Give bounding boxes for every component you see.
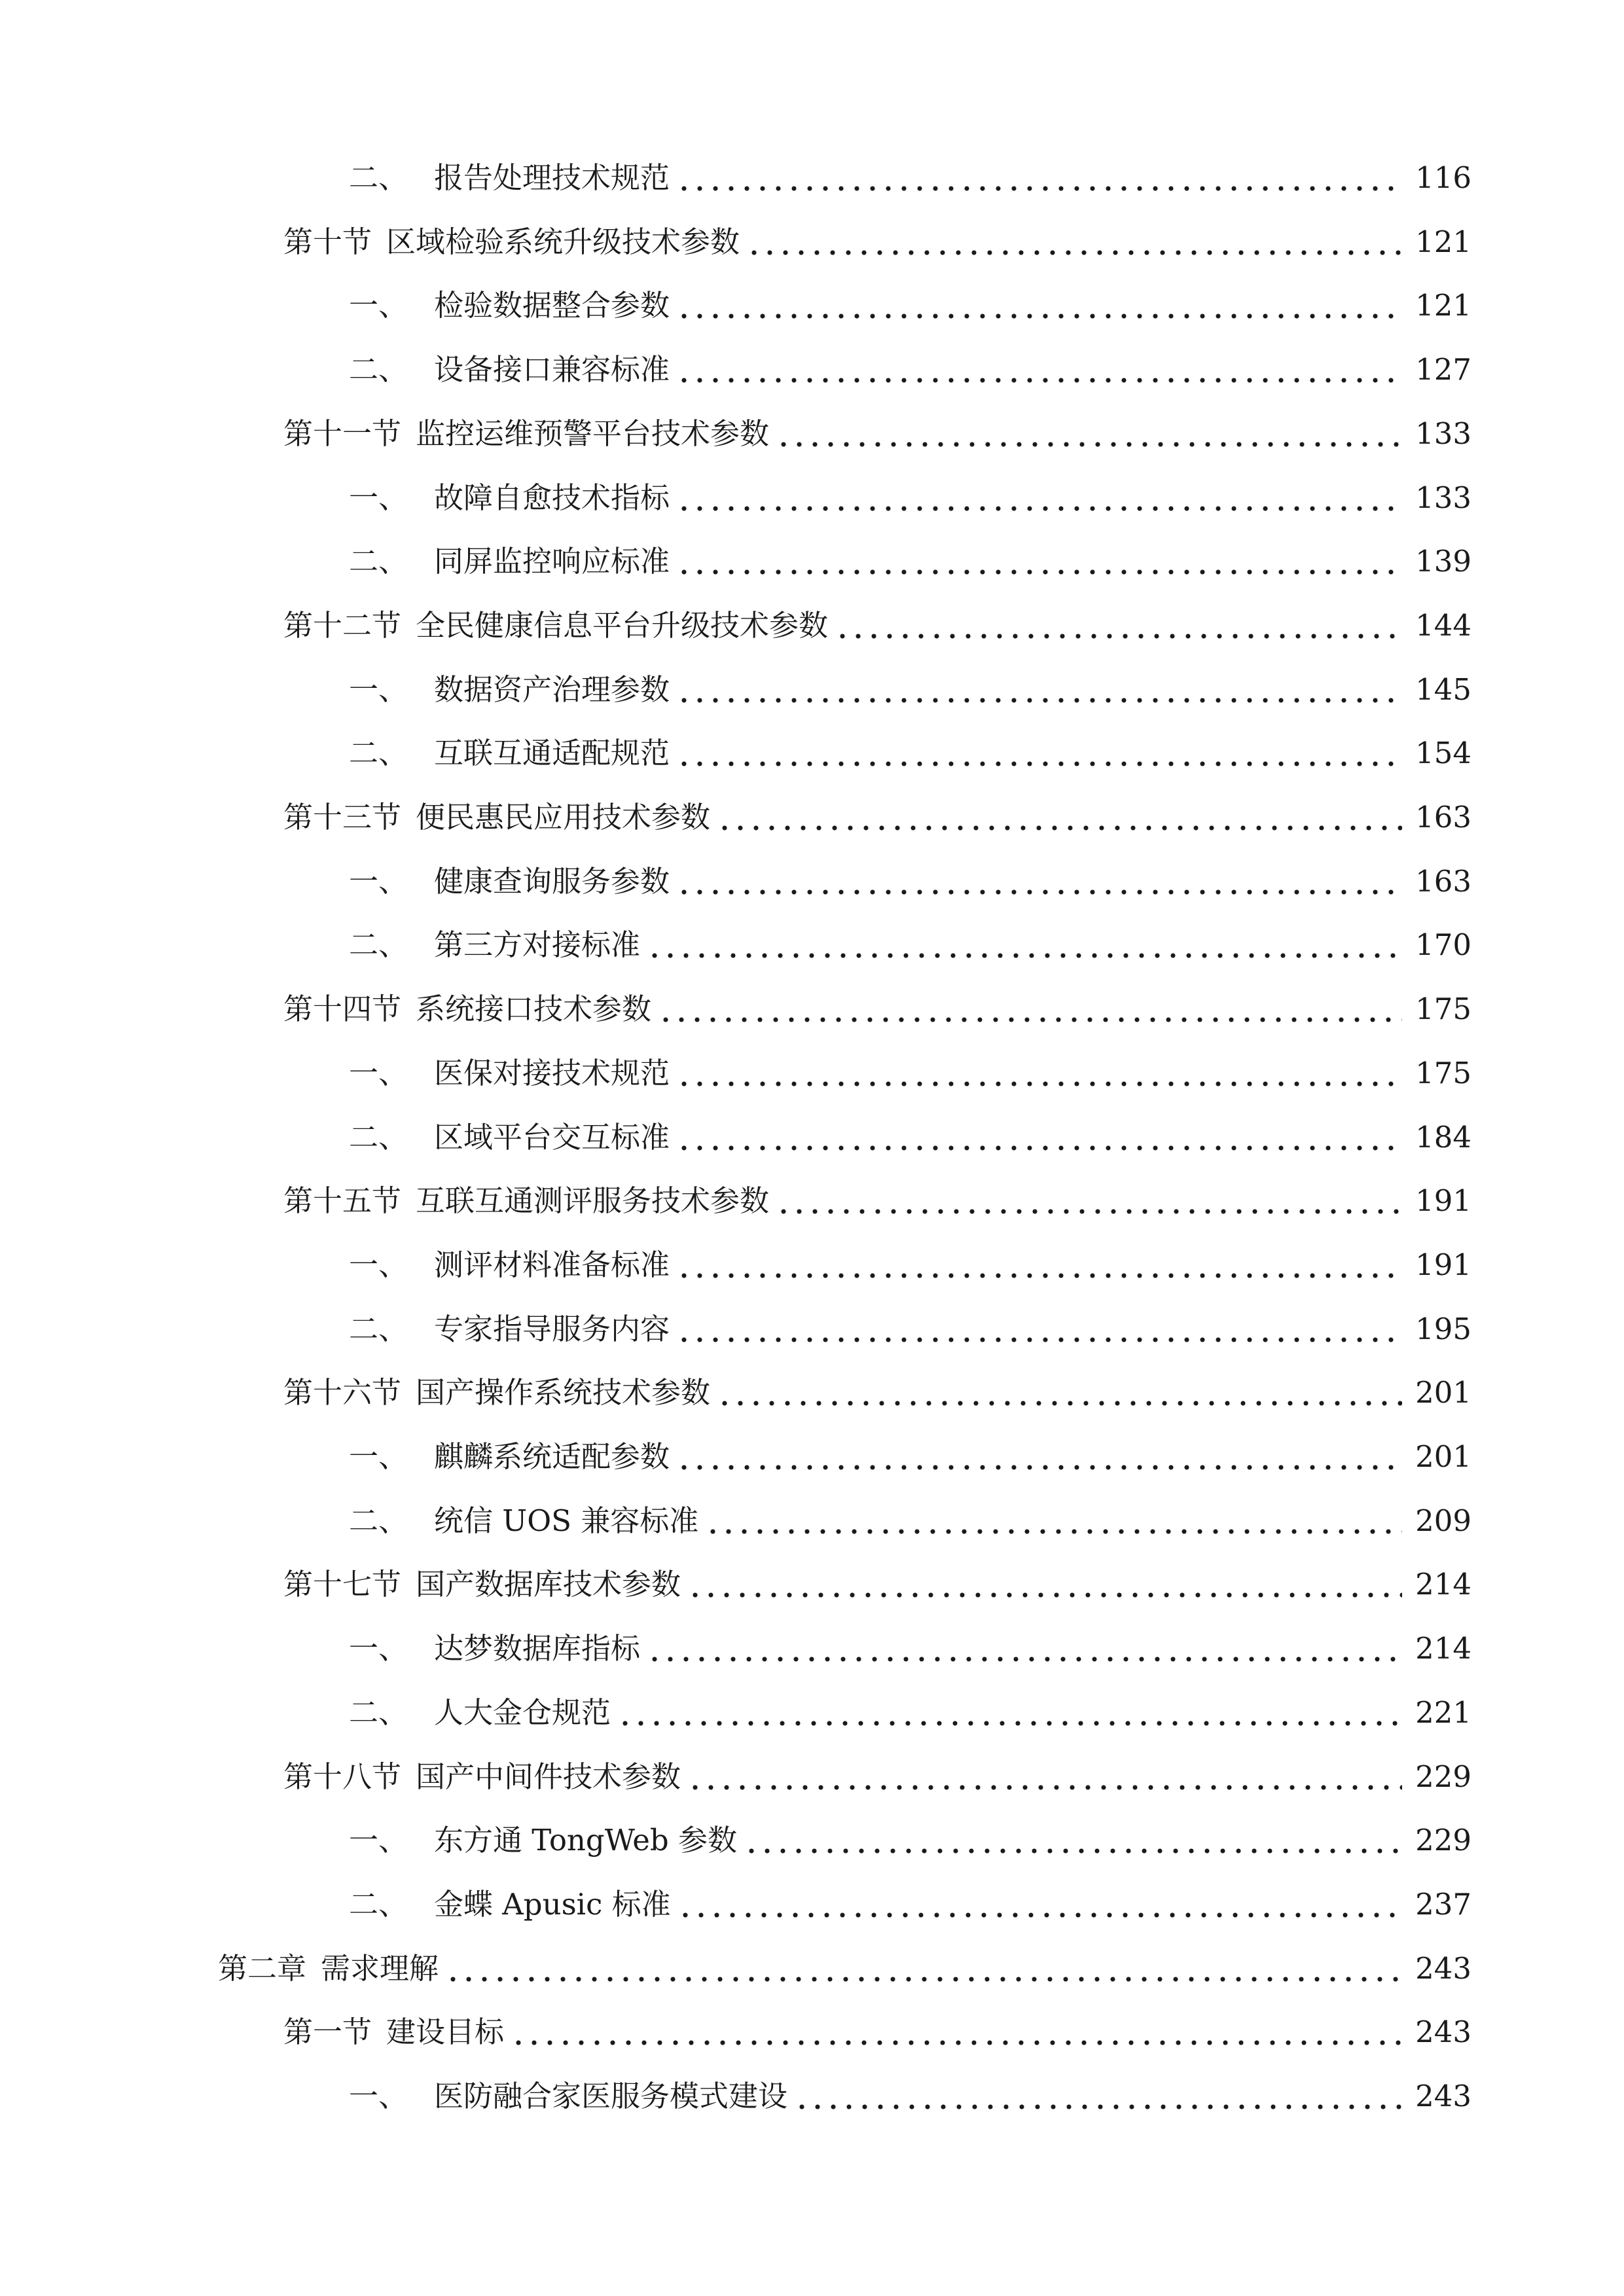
dot-leader bbox=[717, 1366, 1402, 1418]
toc-entry-page-number: 243 bbox=[1415, 1950, 1471, 1986]
toc-entry-number: 一、 bbox=[349, 1630, 408, 1666]
toc-entry-label bbox=[349, 863, 670, 899]
toc-entry-title: 设备接口兼容标准 bbox=[434, 351, 670, 387]
toc-entry-label bbox=[349, 1822, 738, 1857]
toc-entry-number: 二、 bbox=[349, 1119, 408, 1155]
dot-leader bbox=[687, 1750, 1402, 1803]
toc-entry[interactable] bbox=[349, 279, 1471, 331]
toc-entry-number: 二、 bbox=[349, 543, 408, 579]
toc-entry-label bbox=[349, 1311, 670, 1346]
toc-entry-label bbox=[349, 287, 670, 323]
dot-leader bbox=[705, 1494, 1402, 1547]
toc-entry-title: 建设目标 bbox=[386, 2014, 505, 2049]
toc-entry[interactable] bbox=[283, 1366, 1471, 1418]
toc-entry[interactable] bbox=[283, 407, 1471, 459]
toc-entry-number: 二、 bbox=[349, 927, 408, 962]
toc-entry-label bbox=[349, 543, 670, 579]
toc-entry[interactable] bbox=[349, 918, 1471, 971]
toc-entry-number: 二、 bbox=[349, 1695, 408, 1730]
toc-entry-title: 医防融合家医服务模式建设 bbox=[434, 2078, 788, 2113]
toc-entry-number: 一、 bbox=[349, 1247, 408, 1282]
toc-entry-page-number: 229 bbox=[1415, 1822, 1471, 1857]
toc-entry-label bbox=[283, 1183, 770, 1218]
toc-entry[interactable] bbox=[349, 151, 1471, 204]
dot-leader bbox=[676, 663, 1402, 715]
toc-entry-title: 国产数据库技术参数 bbox=[416, 1566, 681, 1602]
toc-entry[interactable] bbox=[283, 215, 1471, 268]
toc-entry-page-number: 121 bbox=[1415, 224, 1471, 259]
toc-entry-page-number: 209 bbox=[1415, 1503, 1471, 1538]
toc-entry-number: 第十二节 bbox=[283, 607, 402, 643]
toc-entry-page-number: 116 bbox=[1415, 160, 1471, 195]
toc-entry-number: 一、 bbox=[349, 480, 408, 515]
toc-entry-number: 一、 bbox=[349, 863, 408, 899]
toc-entry-number: 第二章 bbox=[218, 1950, 307, 1986]
toc-entry-page-number: 243 bbox=[1415, 2078, 1471, 2113]
toc-entry-label bbox=[349, 351, 670, 387]
toc-entry[interactable] bbox=[349, 1430, 1471, 1482]
dot-leader bbox=[717, 791, 1402, 843]
toc-entry-number: 二、 bbox=[349, 351, 408, 387]
toc-entry[interactable] bbox=[349, 1814, 1471, 1866]
dot-leader bbox=[776, 407, 1402, 459]
toc-entry-title: 全民健康信息平台升级技术参数 bbox=[416, 607, 829, 643]
toc-entry-label bbox=[283, 1759, 681, 1794]
toc-entry-number: 二、 bbox=[349, 160, 408, 195]
toc-entry[interactable] bbox=[349, 1622, 1471, 1674]
toc-entry-page-number: 191 bbox=[1415, 1247, 1471, 1282]
toc-entry-number: 一、 bbox=[349, 672, 408, 707]
toc-entry-page-number: 237 bbox=[1415, 1886, 1471, 1922]
toc-entry-page-number: 121 bbox=[1415, 287, 1471, 323]
toc-entry-label bbox=[283, 799, 711, 834]
dot-leader bbox=[676, 535, 1402, 587]
toc-entry-title: 金蝶 Apusic 标准 bbox=[434, 1886, 671, 1922]
toc-entry[interactable] bbox=[349, 1111, 1471, 1163]
toc-entry[interactable] bbox=[283, 1750, 1471, 1803]
dot-leader bbox=[676, 855, 1402, 907]
toc-entry-number: 二、 bbox=[349, 1886, 408, 1922]
toc-entry-label bbox=[283, 1566, 681, 1602]
toc-entry-title: 专家指导服务内容 bbox=[434, 1311, 670, 1346]
toc-entry-number: 第十三节 bbox=[283, 799, 402, 834]
toc-entry-title: 区域检验系统升级技术参数 bbox=[386, 224, 740, 259]
toc-entry-page-number: 191 bbox=[1415, 1183, 1471, 1218]
dot-leader bbox=[744, 1814, 1402, 1866]
toc-entry[interactable] bbox=[283, 1558, 1471, 1610]
toc-entry-number: 二、 bbox=[349, 1503, 408, 1538]
toc-entry-title: 统信 UOS 兼容标准 bbox=[434, 1503, 699, 1538]
dot-leader bbox=[676, 1430, 1402, 1482]
dot-leader bbox=[776, 1174, 1402, 1227]
toc-entry-number: 第十一节 bbox=[283, 416, 402, 451]
toc-entry[interactable] bbox=[283, 2005, 1471, 2058]
toc-entry-title: 测评材料准备标准 bbox=[434, 1247, 670, 1282]
toc-entry[interactable] bbox=[349, 1494, 1471, 1547]
toc-entry-page-number: 127 bbox=[1415, 351, 1471, 387]
dot-leader bbox=[687, 1558, 1402, 1610]
toc-entry-label bbox=[218, 1950, 439, 1986]
toc-entry-title: 达梦数据库指标 bbox=[434, 1630, 641, 1666]
toc-entry-label bbox=[283, 607, 829, 643]
dot-leader bbox=[676, 279, 1402, 331]
toc-entry-page-number: 184 bbox=[1415, 1119, 1471, 1155]
toc-entry[interactable] bbox=[349, 855, 1471, 907]
toc-entry-title: 国产中间件技术参数 bbox=[416, 1759, 681, 1794]
toc-entry-title: 健康查询服务参数 bbox=[434, 863, 670, 899]
toc-entry-label bbox=[349, 1055, 670, 1090]
dot-leader bbox=[676, 1238, 1402, 1291]
toc-entry-label bbox=[349, 160, 670, 195]
toc-entry-page-number: 163 bbox=[1415, 863, 1471, 899]
toc-entry-page-number: 133 bbox=[1415, 416, 1471, 451]
toc-entry-number: 一、 bbox=[349, 1439, 408, 1474]
dot-leader bbox=[835, 599, 1402, 651]
toc-entry-page-number: 133 bbox=[1415, 480, 1471, 515]
toc-entry-label bbox=[349, 735, 670, 770]
toc-entry-label bbox=[283, 1374, 711, 1410]
toc-entry[interactable] bbox=[349, 343, 1471, 395]
toc-entry-title: 同屏监控响应标准 bbox=[434, 543, 670, 579]
toc-entry[interactable] bbox=[349, 663, 1471, 715]
toc-entry-page-number: 221 bbox=[1415, 1695, 1471, 1730]
dot-leader bbox=[676, 471, 1402, 524]
toc-entry-page-number: 214 bbox=[1415, 1566, 1471, 1602]
dot-leader bbox=[647, 918, 1402, 971]
toc-entry-page-number: 139 bbox=[1415, 543, 1471, 579]
toc-entry-title: 监控运维预警平台技术参数 bbox=[416, 416, 770, 451]
toc-entry-label bbox=[349, 927, 641, 962]
dot-leader bbox=[511, 2005, 1402, 2058]
dot-leader bbox=[647, 1622, 1402, 1674]
toc-entry-label bbox=[283, 224, 740, 259]
toc-entry-title: 互联互通适配规范 bbox=[434, 735, 670, 770]
dot-leader bbox=[746, 215, 1402, 268]
toc-entry[interactable] bbox=[349, 2070, 1471, 2122]
toc-entry-label bbox=[283, 2014, 505, 2049]
dot-leader bbox=[658, 982, 1402, 1035]
toc-entry-number: 二、 bbox=[349, 735, 408, 770]
toc-entry[interactable] bbox=[349, 471, 1471, 524]
dot-leader bbox=[676, 151, 1402, 204]
dot-leader bbox=[794, 2070, 1402, 2122]
toc-entry-number: 第十五节 bbox=[283, 1183, 402, 1218]
toc-entry-number: 第十四节 bbox=[283, 991, 402, 1026]
toc-entry[interactable] bbox=[349, 1047, 1471, 1099]
dot-leader bbox=[676, 726, 1402, 779]
toc-entry-page-number: 170 bbox=[1415, 927, 1471, 962]
toc-entry-number: 一、 bbox=[349, 287, 408, 323]
toc-entry-number: 第十八节 bbox=[283, 1759, 402, 1794]
toc-entry[interactable] bbox=[349, 1238, 1471, 1291]
toc-entry-title: 医保对接技术规范 bbox=[434, 1055, 670, 1090]
toc-entry-label bbox=[283, 991, 652, 1026]
toc-entry[interactable] bbox=[283, 982, 1471, 1035]
toc-entry-title: 报告处理技术规范 bbox=[434, 160, 670, 195]
toc-entry-number: 二、 bbox=[349, 1311, 408, 1346]
toc-entry-number: 一、 bbox=[349, 2078, 408, 2113]
toc-entry-page-number: 175 bbox=[1415, 991, 1471, 1026]
dot-leader bbox=[676, 1047, 1402, 1099]
toc-entry-label bbox=[349, 1886, 671, 1922]
dot-leader bbox=[676, 1302, 1402, 1355]
toc-entry-title: 国产操作系统技术参数 bbox=[416, 1374, 711, 1410]
toc-entry-label bbox=[349, 480, 670, 515]
toc-entry-label bbox=[349, 1503, 699, 1538]
toc-entry-number: 第十六节 bbox=[283, 1374, 402, 1410]
dot-leader bbox=[677, 1878, 1403, 1930]
toc-entry-title: 系统接口技术参数 bbox=[416, 991, 652, 1026]
toc-entry-page-number: 163 bbox=[1415, 799, 1471, 834]
toc-entry-label bbox=[349, 672, 670, 707]
toc-entry[interactable] bbox=[349, 1686, 1471, 1738]
toc-entry-title: 麒麟系统适配参数 bbox=[434, 1439, 670, 1474]
toc-entry[interactable] bbox=[349, 535, 1471, 587]
toc-entry-label bbox=[349, 1630, 641, 1666]
toc-entry[interactable] bbox=[218, 1942, 1471, 1994]
toc-entry[interactable] bbox=[283, 791, 1471, 843]
toc-entry-title: 数据资产治理参数 bbox=[434, 672, 670, 707]
toc-entry-number: 第十七节 bbox=[283, 1566, 402, 1602]
toc-entry[interactable] bbox=[349, 1878, 1471, 1930]
toc-entry-label bbox=[349, 1439, 670, 1474]
toc-entry-title: 人大金仓规范 bbox=[434, 1695, 611, 1730]
toc-entry-label bbox=[349, 1247, 670, 1282]
toc-entry-label bbox=[283, 416, 770, 451]
toc-entry[interactable] bbox=[349, 726, 1471, 779]
toc-entry-page-number: 201 bbox=[1415, 1374, 1471, 1410]
toc-entry-page-number: 175 bbox=[1415, 1055, 1471, 1090]
toc-entry-title: 检验数据整合参数 bbox=[434, 287, 670, 323]
toc-entry[interactable] bbox=[349, 1302, 1471, 1355]
toc-entry-title: 第三方对接标准 bbox=[434, 927, 641, 962]
dot-leader bbox=[676, 1111, 1402, 1163]
toc-entry-title: 东方通 TongWeb 参数 bbox=[434, 1822, 738, 1857]
toc-entry-page-number: 229 bbox=[1415, 1759, 1471, 1794]
toc-entry-number: 一、 bbox=[349, 1822, 408, 1857]
toc-entry[interactable] bbox=[283, 599, 1471, 651]
toc-entry-page-number: 214 bbox=[1415, 1630, 1471, 1666]
toc-entry-number: 一、 bbox=[349, 1055, 408, 1090]
toc-entry-number: 第十节 bbox=[283, 224, 372, 259]
toc-entry-label bbox=[349, 1119, 670, 1155]
toc-entry-title: 需求理解 bbox=[321, 1950, 439, 1986]
toc-entry-number: 第一节 bbox=[283, 2014, 372, 2049]
toc-entry-label bbox=[349, 2078, 788, 2113]
toc-entry-title: 区域平台交互标准 bbox=[434, 1119, 670, 1155]
toc-entry-page-number: 243 bbox=[1415, 2014, 1471, 2049]
dot-leader bbox=[676, 343, 1402, 395]
toc-entry-title: 互联互通测评服务技术参数 bbox=[416, 1183, 770, 1218]
toc-entry-page-number: 154 bbox=[1415, 735, 1471, 770]
toc-entry-page-number: 195 bbox=[1415, 1311, 1471, 1346]
toc-entry-title: 便民惠民应用技术参数 bbox=[416, 799, 711, 834]
toc-entry[interactable] bbox=[283, 1174, 1471, 1227]
dot-leader bbox=[617, 1686, 1402, 1738]
toc-entry-page-number: 201 bbox=[1415, 1439, 1471, 1474]
toc-entry-page-number: 144 bbox=[1415, 607, 1471, 643]
toc-entry-title: 故障自愈技术指标 bbox=[434, 480, 670, 515]
toc-entry-label bbox=[349, 1695, 611, 1730]
dot-leader bbox=[445, 1942, 1402, 1994]
toc-entry-page-number: 145 bbox=[1415, 672, 1471, 707]
